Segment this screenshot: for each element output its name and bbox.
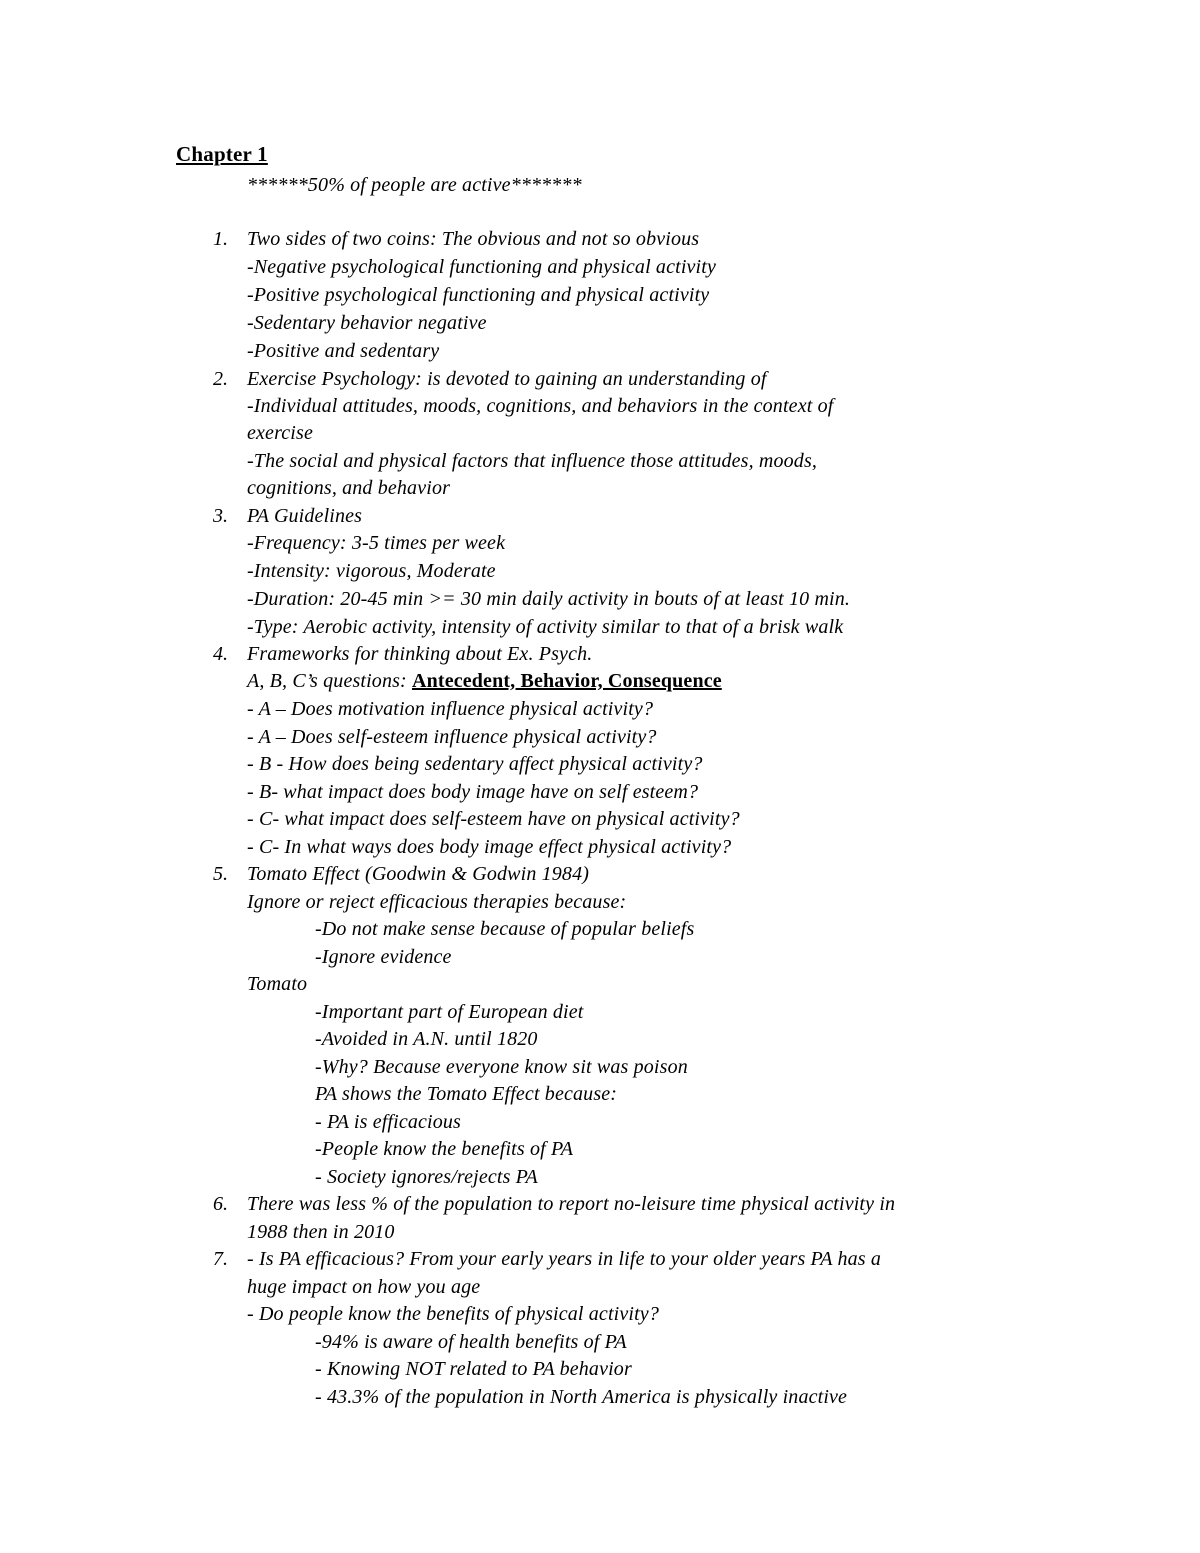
item-2-line: exercise [247,422,313,444]
item-4-line: - B - How does being sedentary affect physical activity? [247,753,703,775]
chapter-title: Chapter 1 [176,142,268,166]
item-5-subline: PA shows the Tomato Effect because: [315,1083,618,1105]
item-1-line: -Positive and sedentary [247,340,440,362]
item-4-line: - C- In what ways does body image effect physical activity? [247,836,732,858]
item-2-heading: Exercise Psychology: is devoted to gaining an understanding of [247,368,767,390]
item-1-line: -Sedentary behavior negative [247,312,487,334]
item-5-subline: -People know the benefits of PA [315,1138,574,1160]
item-7-subline: - Knowing NOT related to PA behavior [315,1358,632,1380]
item-5-subline: - Society ignores/rejects PA [315,1166,538,1188]
item-7-subline: - 43.3% of the population in North America is physically inactive [315,1386,848,1408]
abc-prefix: A, B, C’s questions: [247,670,413,692]
item-number: 6. [213,1193,228,1215]
item-3-heading: PA Guidelines [247,505,363,527]
item-4-line: - A – Does self-esteem influence physical activity? [247,726,657,748]
item-6-line: 1988 then in 2010 [247,1221,395,1243]
abc-terms: Antecedent, Behavior, Consequence [412,670,722,692]
item-number: 7. [213,1248,228,1270]
item-5-line: Tomato [247,973,308,995]
item-4-line: - C- what impact does self-esteem have on physical activity? [247,808,740,830]
item-5-heading: Tomato Effect (Goodwin & Godwin 1984) [247,863,590,885]
item-5-subline: -Why? Because everyone know sit was poison [315,1056,688,1078]
item-5-subline: -Do not make sense because of popular beliefs [315,918,695,940]
item-5-subline: -Important part of European diet [315,1001,584,1023]
item-7-line: huge impact on how you age [247,1276,481,1298]
subtitle-active-percent: ******50% of people are active******* [247,174,582,196]
item-5-line: Ignore or reject efficacious therapies because: [247,891,627,913]
item-1-heading: Two sides of two coins: The obvious and not so obvious [247,228,700,250]
item-3-line: -Frequency: 3-5 times per week [247,532,506,554]
item-5-subline: - PA is efficacious [315,1111,461,1133]
item-number: 5. [213,863,228,885]
item-4-line: - A – Does motivation influence physical activity? [247,698,654,720]
item-5-subline: -Ignore evidence [315,946,452,968]
item-1-line: -Positive psychological functioning and physical activity [247,284,710,306]
item-3-line: -Duration: 20-45 min >= 30 min daily activity in bouts of at least 10 min. [247,588,851,610]
item-7-line: - Do people know the benefits of physical activity? [247,1303,659,1325]
item-1-line: -Negative psychological functioning and physical activity [247,256,716,278]
item-6-heading: There was less % of the population to report no-leisure time physical activity in [247,1193,896,1215]
item-number: 2. [213,368,228,390]
item-number: 1. [213,228,228,250]
abc-questions-line [247,668,722,694]
item-number: 3. [213,505,228,527]
item-5-subline: -Avoided in A.N. until 1820 [315,1028,538,1050]
item-2-line: -The social and physical factors that influence those attitudes, moods, [247,450,818,472]
item-4-line: - B- what impact does body image have on self esteem? [247,781,699,803]
item-2-line: -Individual attitudes, moods, cognitions, and behaviors in the context of [247,395,834,417]
item-3-line: -Intensity: vigorous, Moderate [247,560,496,582]
item-4-heading: Frameworks for thinking about Ex. Psych. [247,643,593,665]
item-number: 4. [213,643,228,665]
item-2-line: cognitions, and behavior [247,477,451,499]
item-3-line: -Type: Aerobic activity, intensity of activity similar to that of a brisk walk [247,616,844,638]
item-7-subline: -94% is aware of health benefits of PA [315,1331,627,1353]
item-7-heading: - Is PA efficacious? From your early years in life to your older years PA has a [247,1248,881,1270]
